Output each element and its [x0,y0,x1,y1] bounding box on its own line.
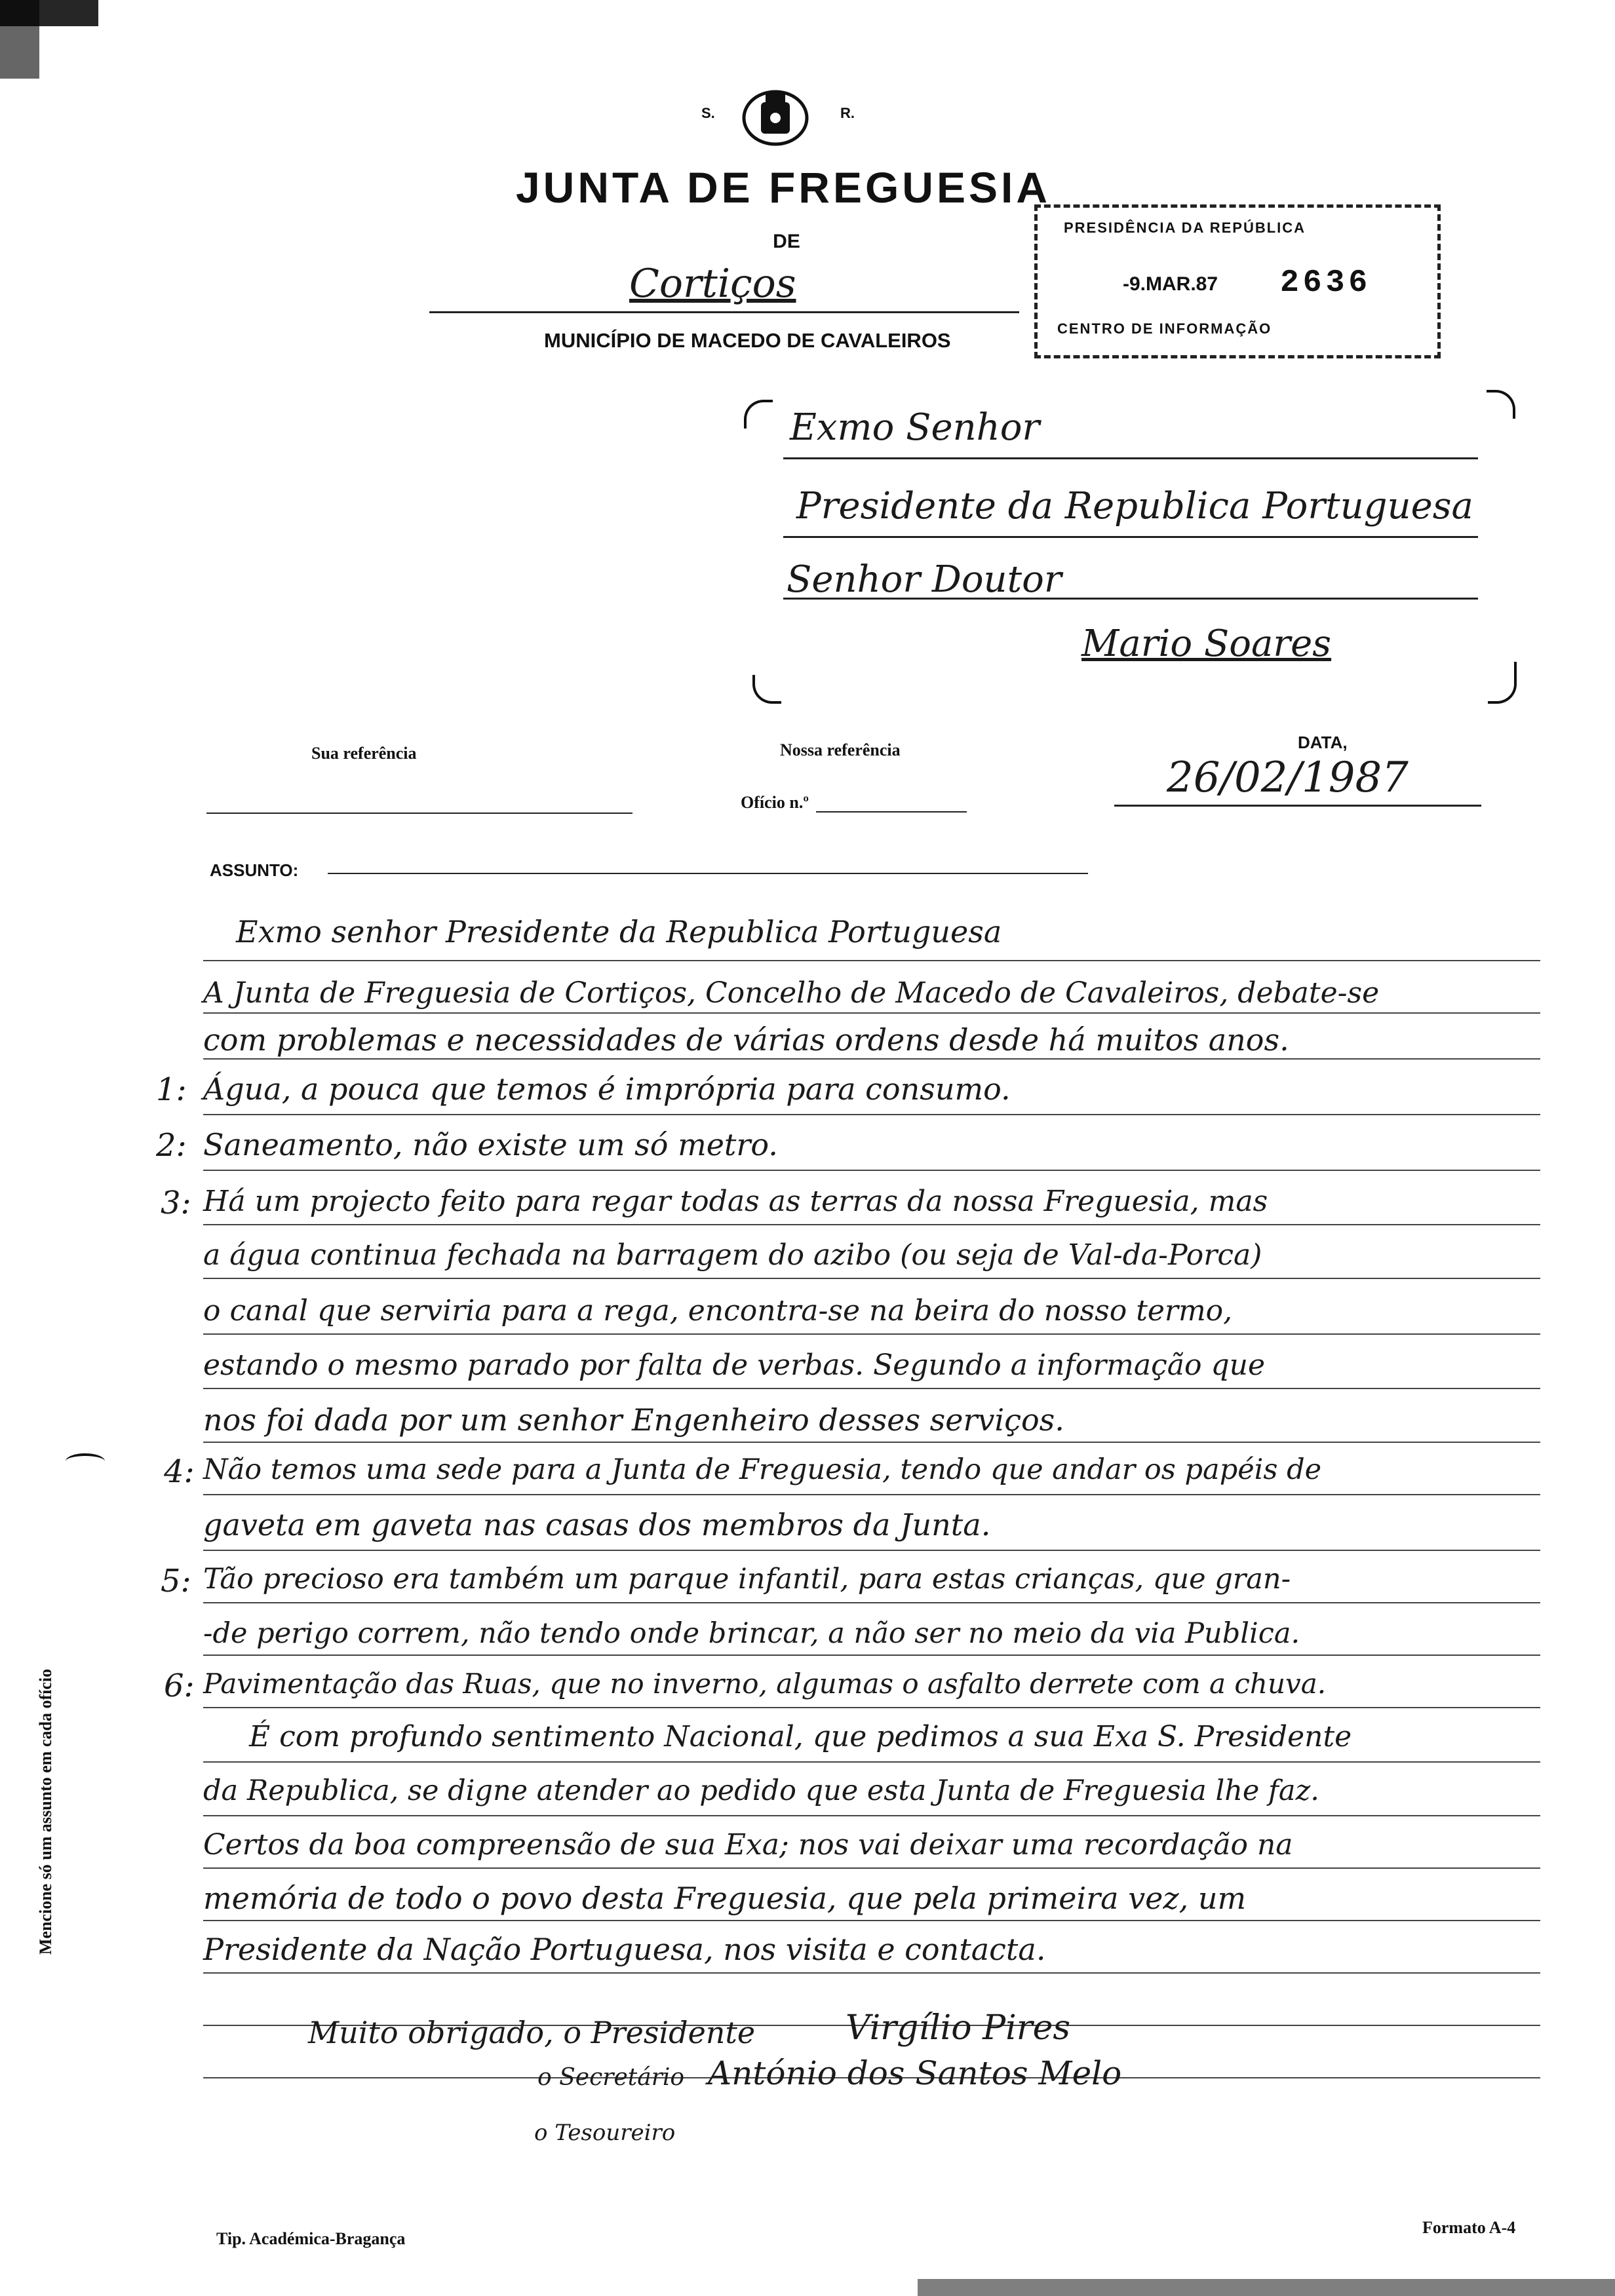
date-line [1114,805,1481,807]
closing-line-2: da Republica, se digne atender ao pedido que esta Junta de Freguesia lhe faz. [203,1774,1319,1807]
ruled-line [203,1278,1540,1279]
ruled-line [203,1388,1540,1389]
ruled-line [203,1655,1540,1656]
item-5-line-2: -de perigo correm, não tendo onde brincar, a não ser no meio da via Publica. [203,1617,1300,1650]
ruled-line [203,1058,1540,1060]
ruled-line [203,1333,1540,1335]
treasurer-label: o Tesoureiro [534,2120,676,2146]
secretary-signature: António dos Santos Melo [708,2054,1122,2092]
scan-corner-top-left-2 [0,0,39,79]
item-5-line-1: Tão precioso era também um parque infantil, para estas crianças, que gran- [203,1563,1291,1596]
addressee-line-3: Senhor Doutor [787,558,1062,601]
ruled-line [203,960,1540,961]
president-signature: Virgílio Pires [846,2008,1071,2048]
ruled-line [203,1494,1540,1495]
oficio-line [816,811,967,813]
addressee-rule-3 [783,598,1478,600]
stamp-line3: CENTRO DE INFORMAÇÃO [1057,320,1272,337]
nossa-referencia-label: Nossa referência [780,740,901,759]
addressee-rule-1 [783,457,1478,459]
margin-tick [66,1453,105,1469]
item-6-number: 6: [164,1668,195,1704]
paper-format: Formato A-4 [1422,2218,1516,2237]
closing-line-3: Certos da boa compreensão de sua Exa; nos vai deixar uma recordação na [203,1828,1293,1862]
side-note: Mencione só um assunto em cada ofício [36,1668,55,1955]
ruled-line [203,1972,1540,1974]
greeting: Exmo senhor Presidente da Republica Portuguesa [236,914,1002,949]
stamp-date: -9.MAR.87 [1123,273,1218,295]
item-2-line-1: Saneamento, não existe um só metro. [203,1127,778,1162]
sua-referencia-label: Sua referência [311,744,417,763]
freguesia-name: Cortiços [629,261,796,307]
ruled-line [203,1012,1540,1014]
header-de: DE [773,231,800,252]
bracket-top-right [1487,390,1515,419]
oficio-label: Ofício n.º [741,793,809,812]
item-3-line-2: a água continua fechada na barragem do azibo (ou seja de Val-da-Porca) [203,1238,1262,1272]
item-1-number: 1: [156,1071,187,1108]
printer-credit: Tip. Académica-Bragança [216,2229,406,2248]
ruled-line [203,1224,1540,1225]
ruled-line [203,1442,1540,1443]
closing-line-5: Presidente da Nação Portuguesa, nos visita e contacta. [203,1932,1046,1967]
coat-of-arms-icon [739,84,811,149]
item-5-number: 5: [161,1563,191,1599]
addressee-line-4: Mario Soares [1081,622,1332,665]
stamp-line1: PRESIDÊNCIA DA REPÚBLICA [1064,220,1306,236]
bracket-top-left [744,400,773,429]
bracket-bottom-right [1488,662,1517,704]
secretary-label: o Secretário [537,2064,685,2091]
ruled-line [203,1550,1540,1551]
seal-letter-r: R. [840,105,855,121]
closing-line-1: É com profundo sentimento Nacional, que pedimos a sua Exa S. Presidente [249,1720,1352,1753]
ruled-line [203,1602,1540,1603]
place-underline [429,311,1019,313]
addressee-rule-2 [783,536,1478,538]
item-4-line-1: Não temos uma sede para a Junta de Freguesia, tendo que andar os papéis de [203,1453,1322,1486]
intro-line-1: A Junta de Freguesia de Cortiços, Concelho de Macedo de Cavaleiros, debate-se [203,976,1380,1010]
letter-date: 26/02/1987 [1167,754,1409,802]
closing-line-4: memória de todo o povo desta Freguesia, que pela primeira vez, um [203,1881,1247,1916]
item-4-line-2: gaveta em gaveta nas casas dos membros da Junta. [203,1507,991,1542]
item-1-line-1: Água, a pouca que temos é imprópria para consumo. [203,1071,1011,1107]
scan-bottom-edge [918,2279,1615,2296]
ruled-line [203,1867,1540,1869]
ruled-line [203,1761,1540,1763]
bracket-bottom-left [752,675,781,704]
stamp-number: 2636 [1280,265,1372,301]
item-3-line-3: o canal que serviria para a rega, encontra-se na beira do nosso termo, [203,1294,1233,1328]
seal-letter-s: S. [701,105,715,121]
item-4-number: 4: [164,1453,195,1490]
item-3-line-1: Há um projecto feito para regar todas as terras da nossa Freguesia, mas [203,1185,1268,1218]
received-stamp [1034,204,1441,358]
data-label: DATA, [1298,733,1348,752]
intro-line-2: com problemas e necessidades de várias ordens desde há muitos anos. [203,1022,1289,1058]
item-3-line-4: estando o mesmo parado por falta de verbas. Segundo a informação que [203,1349,1266,1382]
ruled-line [203,1170,1540,1171]
item-3-line-5: nos foi dada por um senhor Engenheiro desses serviços. [203,1402,1064,1438]
addressee-line-1: Exmo Senhor [790,406,1040,449]
sua-referencia-line [206,813,632,814]
ruled-line [203,1707,1540,1708]
assunto-line [328,873,1088,874]
page-title: JUNTA DE FREGUESIA [515,163,1051,212]
municipio-label: MUNICÍPIO DE MACEDO DE CAVALEIROS [544,329,951,352]
ruled-line [203,1815,1540,1816]
item-2-number: 2: [156,1127,187,1164]
ruled-line [203,1920,1540,1921]
item-6-line-1: Pavimentação das Ruas, que no inverno, algumas o asfalto derrete com a chuva. [203,1668,1327,1700]
addressee-line-2: Presidente da Republica Portuguesa [796,485,1473,527]
item-3-number: 3: [161,1185,191,1221]
ruled-line [203,1114,1540,1115]
signature-line-1: Muito obrigado, o Presidente [308,2015,756,2050]
assunto-label: ASSUNTO: [210,860,299,880]
